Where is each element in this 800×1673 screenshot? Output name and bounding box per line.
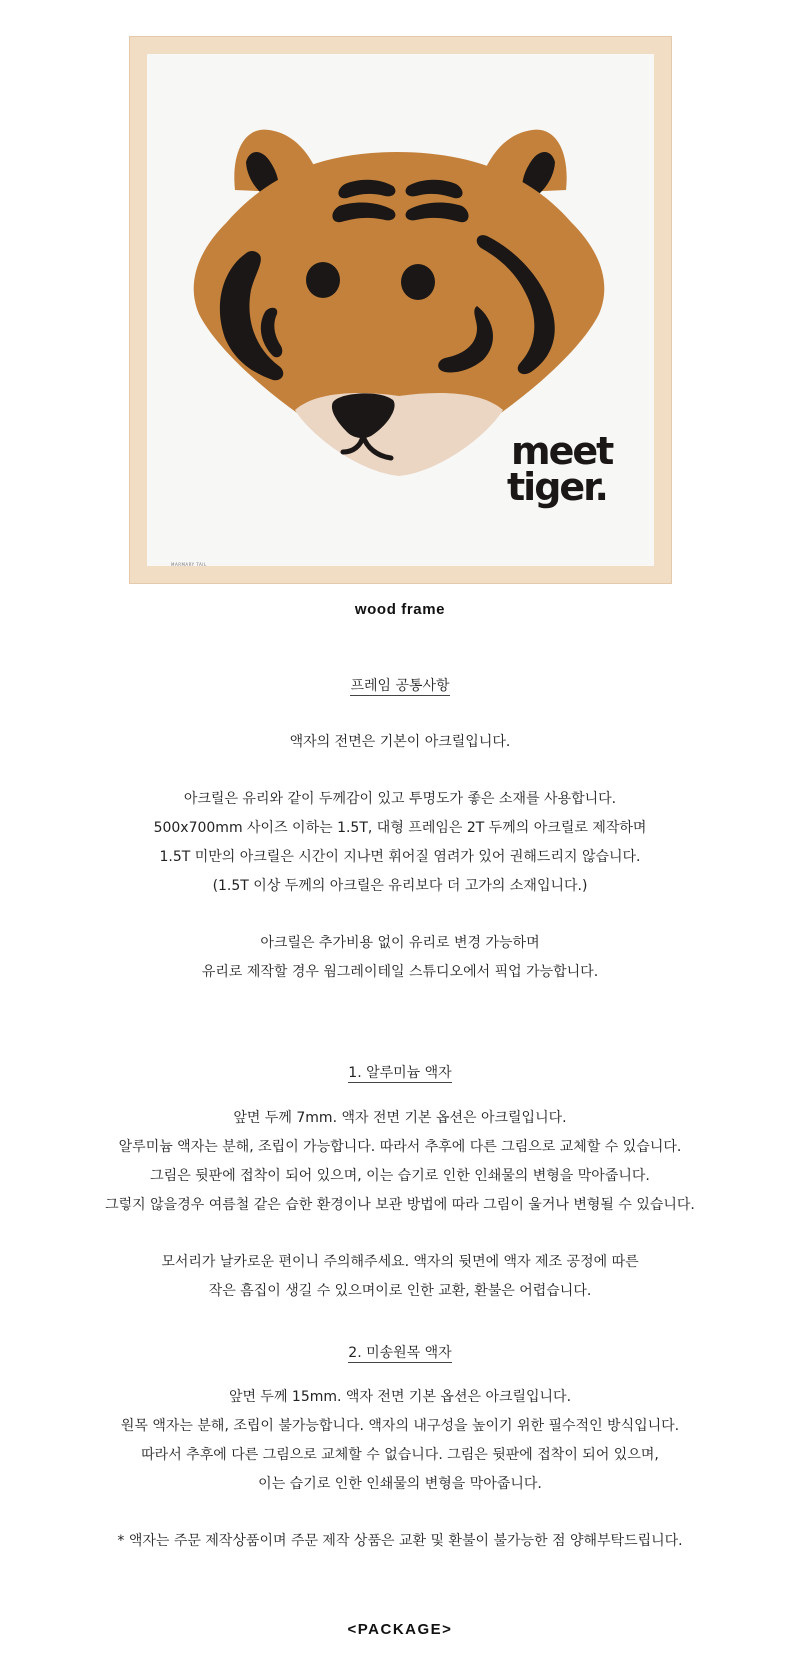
text-line: 앞면 두께 15mm. 액자 전면 기본 옵션은 아크릴입니다. [228, 1389, 572, 1405]
section-heading-common [0, 676, 800, 696]
left-eye [306, 262, 340, 298]
text-line: 알루미늄 액자는 분해, 조립이 가능합니다. 따라서 추후에 다른 그림으로 교체할 수 있습니다. [118, 1139, 682, 1155]
text-line: 유리로 제작할 경우 웜그레이테일 스튜디오에서 픽업 가능합니다. [201, 964, 599, 980]
art-text-tiger: tiger. [507, 465, 607, 509]
wood-frame [129, 36, 672, 584]
brand-mark: MARMARY TAIL [171, 562, 207, 566]
text-line: 앞면 두께 7mm. 액자 전면 기본 옵션은 아크릴입니다. [233, 1110, 567, 1126]
section-heading-aluminum [0, 1063, 800, 1083]
common-block-3 [0, 929, 800, 987]
image-caption: wood frame [354, 601, 446, 618]
text-line: 원목 액자는 분해, 조립이 불가능합니다. 액자의 내구성을 높이기 위한 필수적인 방식입니다. [120, 1418, 680, 1434]
text-line: 이는 습기로 인한 인쇄물의 변형을 막아줍니다. [258, 1476, 542, 1492]
artwork-mat [147, 54, 654, 566]
text-line: 작은 흠집이 생길 수 있으며이로 인한 교환, 환불은 어렵습니다. [208, 1283, 592, 1299]
heading-text: 2. 미송원목 액자 [348, 1345, 452, 1361]
notice-line: * 액자는 주문 제작상품이며 주문 제작 상품은 교환 및 환불이 불가능한 점 양해부탁드립니다. [117, 1533, 683, 1549]
art-text-meet: meet [511, 429, 613, 473]
text-line: (1.5T 이상 두께의 아크릴은 유리보다 더 고가의 소재입니다.) [212, 878, 588, 894]
text-line: 모서리가 날카로운 편이니 주의해주세요. 액자의 뒷면에 액자 제조 공정에 따른 [161, 1254, 639, 1270]
text-line: 1.5T 미만의 아크릴은 시간이 지나면 휘어질 염려가 있어 권해드리지 않습니다. [159, 849, 641, 865]
text-line: 그렇지 않을경우 여름철 같은 습한 환경이나 보관 방법에 따라 그림이 울거나 변형될 수 있습니다. [105, 1197, 695, 1213]
section-heading-wood [0, 1343, 800, 1363]
wood-block-2 [0, 1527, 800, 1556]
aluminum-block-2 [0, 1248, 800, 1306]
text-line: 그림은 뒷판에 접착이 되어 있으며, 이는 습기로 인한 인쇄물의 변형을 막아줍니다. [150, 1168, 650, 1184]
common-block-1 [0, 728, 800, 757]
text-line: 따라서 추후에 다른 그림으로 교체할 수 없습니다. 그림은 뒷판에 접착이 되어 있으며, [141, 1447, 659, 1463]
text-line: 500x700mm 사이즈 이하는 1.5T, 대형 프레임은 2T 두께의 아크릴로 제작하며 [153, 820, 647, 836]
tiger-muzzle [295, 393, 503, 476]
package-heading: <PACKAGE> [347, 1621, 453, 1638]
wood-block-1 [0, 1383, 800, 1499]
right-eye [401, 264, 435, 300]
heading-text: 1. 알루미늄 액자 [348, 1065, 452, 1081]
tiger-illustration [147, 54, 654, 566]
heading-text: 프레임 공통사항 [350, 678, 450, 694]
text-line: 아크릴은 유리와 같이 두께감이 있고 투명도가 좋은 소재를 사용합니다. [183, 791, 617, 807]
common-block-2 [0, 785, 800, 901]
text-line: 액자의 전면은 기본이 아크릴입니다. [289, 734, 511, 750]
text-line: 아크릴은 추가비용 없이 유리로 변경 가능하며 [260, 935, 540, 951]
aluminum-block-1 [0, 1104, 800, 1220]
